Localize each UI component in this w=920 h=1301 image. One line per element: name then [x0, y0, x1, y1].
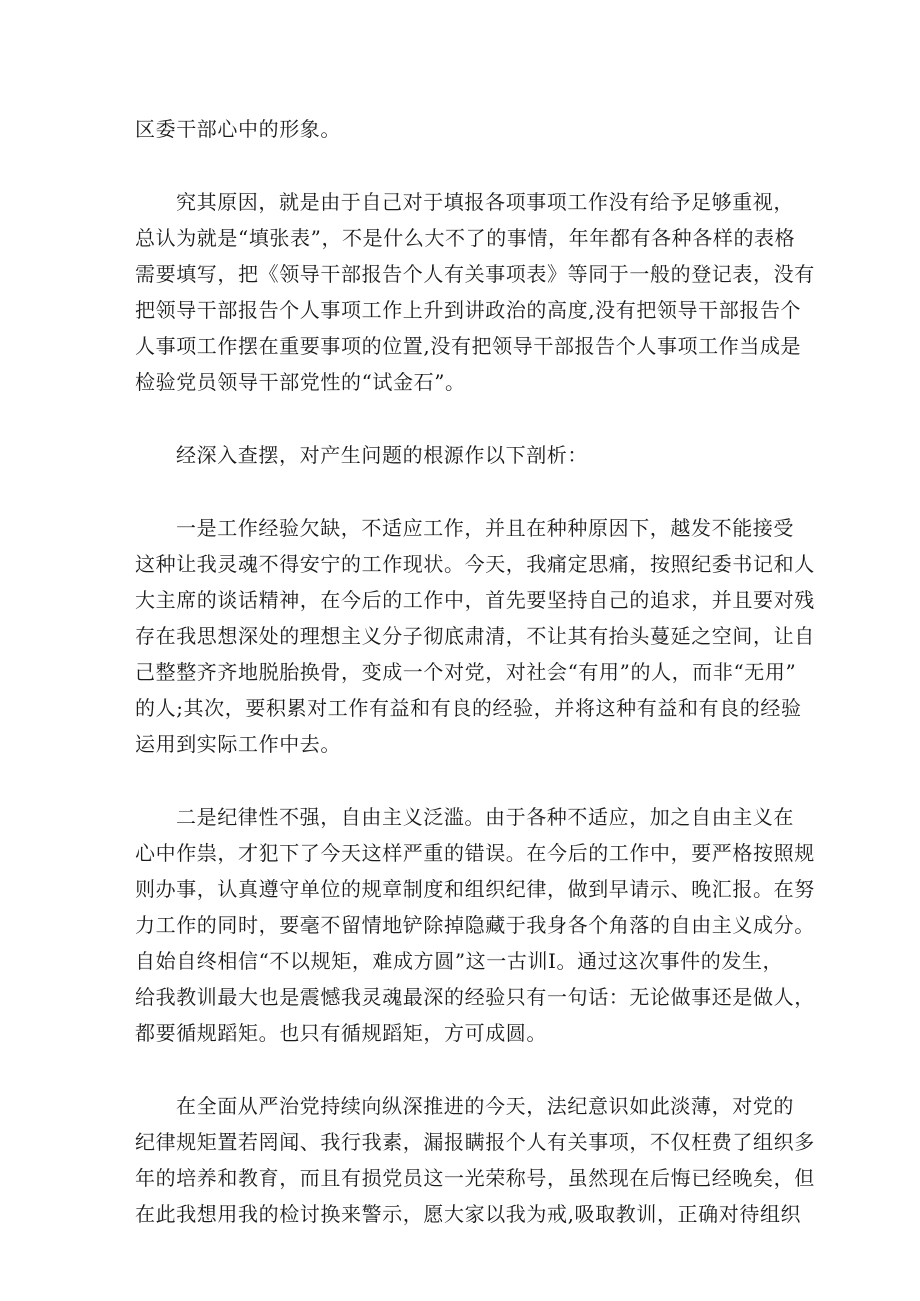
- paragraph-conclusion: [135, 1088, 815, 1232]
- paragraph-point-one: [135, 510, 815, 762]
- text-line: 在全面从严治党持续向纵深推进的今天，法纪意识如此淡薄，对党的: [176, 1094, 794, 1118]
- text-line: 运用到实际工作中去。: [135, 732, 341, 756]
- text-line: 力工作的同时，要毫不留情地铲除掉隐藏于我身各个角落的自由主义成分。: [135, 913, 815, 937]
- paragraph-point-two: [135, 799, 815, 1051]
- text-line: 把领导干部报告个人事项工作上升到讲政治的高度,没有把领导干部报告个: [135, 298, 802, 322]
- text-line: 自始自终相信“不以规矩，难成方圆”这一古训I。通过这次事件的发生，: [135, 949, 784, 973]
- text-line: 需要填写，把《领导干部报告个人有关事项表》等同于一般的登记表，没有: [135, 262, 815, 286]
- text-line: 心中作祟，才犯下了今天这样严重的错误。在今后的工作中，要严格按照规: [135, 841, 815, 865]
- text-line: 纪律规矩置若罔闻、我行我素，漏报瞒报个人有关事项，不仅枉费了组织多: [135, 1130, 815, 1154]
- paragraph-opening: [135, 111, 791, 147]
- paragraph-root-cause: [135, 184, 815, 400]
- text-line: 则办事，认真遵守单位的规章制度和组织纪律，做到早请示、晚汇报。在努: [135, 877, 815, 901]
- text-line: 区委干部心中的形象。: [135, 117, 341, 141]
- text-line: 年的培养和教育，而且有损党员这一光荣称号，虽然现在后悔已经晚矣，但: [135, 1166, 815, 1190]
- text-line: 究其原因，就是由于自己对于填报各项事项工作没有给予足够重视，: [176, 190, 794, 214]
- paragraph-analysis-intro: [135, 437, 791, 473]
- text-line: 己整整齐齐地脱胎换骨，变成一个对党，对社会“有用”的人，而非“无用”: [135, 660, 797, 684]
- text-line: 二是纪律性不强，自由主义泛滥。由于各种不适应，加之自由主义在: [176, 805, 794, 829]
- text-line: 经深入查摆，对产生问题的根源作以下剖析：: [176, 443, 588, 467]
- text-line: 的人;其次，要积累对工作有益和有良的经验，并将这种有益和有良的经验: [135, 696, 802, 720]
- text-line: 存在我思想深处的理想主义分子彻底肃清，不让其有抬头蔓延之空间，让自: [135, 624, 815, 648]
- text-line: 大主席的谈话精神，在今后的工作中，首先要坚持自己的追求，并且要对残: [135, 588, 815, 612]
- text-line: 总认为就是“填张表”，不是什么大不了的事情，年年都有各种各样的表格: [135, 226, 796, 250]
- text-line: 都要循规蹈矩。也只有循规蹈矩，方可成圆。: [135, 1021, 547, 1045]
- text-line: 人事项工作摆在重要事项的位置,没有把领导干部报告个人事项工作当成是: [135, 334, 802, 358]
- text-line: 这种让我灵魂不得安宁的工作现状。今天，我痛定思痛，按照纪委书记和人: [135, 552, 815, 576]
- text-line: 一是工作经验欠缺，不适应工作，并且在种种原因下，越发不能接受: [176, 516, 794, 540]
- text-line: 给我教训最大也是震憾我灵魂最深的经验只有一句话：无论做事还是做人，: [135, 985, 815, 1009]
- text-line: 在此我想用我的检讨换来警示，愿大家以我为戒,吸取教训，正确对待组织: [135, 1202, 802, 1226]
- text-line: 检验党员领导干部党性的“试金石”。: [135, 370, 466, 394]
